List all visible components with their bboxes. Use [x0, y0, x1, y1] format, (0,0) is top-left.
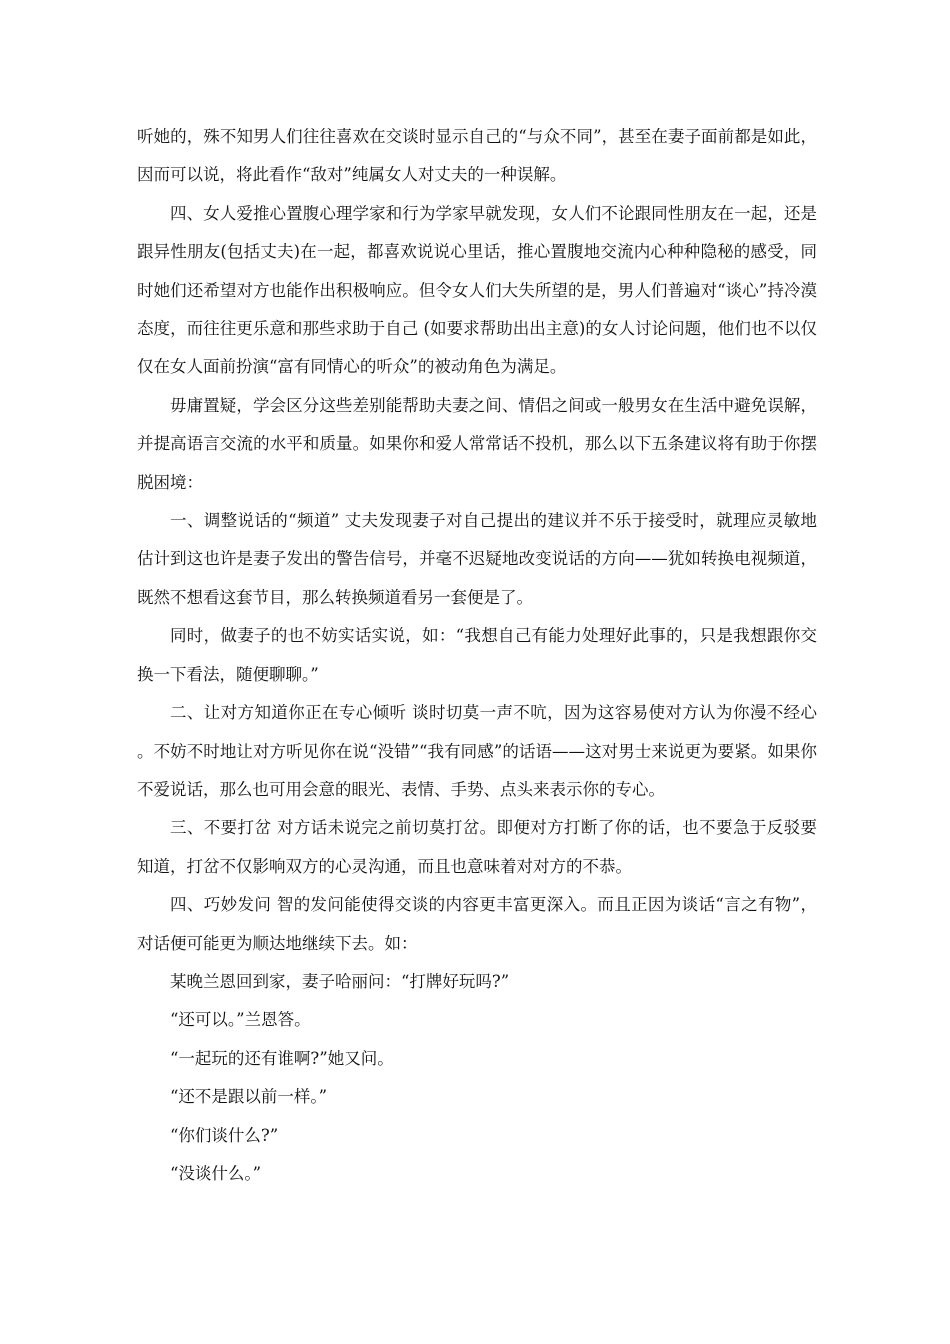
paragraph-continuation: 听她的，殊不知男人们往往喜欢在交谈时显示自己的“与众不同”，甚至在妻子面前都是如此，因而可以说，将此看作“敌对”纯属女人对丈夫的一种误解。	[137, 127, 817, 185]
paragraph-advice-ask: 四、巧妙发问 智的发问能使得交谈的内容更丰富更深入。而且正因为谈话“言之有物”，对话便可能更为顺达地继续下去。如：	[137, 895, 817, 953]
paragraph-advice-no-interrupt: 三、不要打岔 对方话未说完之前切莫打岔。即便对方打断了你的话，也不要急于反驳要知道，打岔不仅影响双方的心灵沟通，而且也意味着对对方的不恭。	[137, 818, 817, 876]
paragraph-women-confide: 四、女人爱推心置腹心理学家和行为学家早就发现，女人们不论跟同性朋友在一起，还是跟异性朋友(包括丈夫)在一起，都喜欢说说心里话，推心置腹地交流内心种种隐秘的感受，同时她们还希望对方也能作出积极响应。但令女人们大失所望的是，男人们普遍对“谈心”持冷漠态度，而往往更乐意和那些求助于自己 (如要求帮助出出主意)的女人讨论问题，他们也不以仅仅在女人面前扮演“富有同情心的听众”的被动角色为满足。	[137, 203, 817, 377]
dialogue-line: 某晚兰恩回到家，妻子哈丽问：“打牌好玩吗?”	[170, 971, 510, 991]
paragraph-wife-honest: 同时，做妻子的也不妨实话实说，如：“我想自己有能力处理好此事的，只是我想跟你交换一下看法，随便聊聊。”	[137, 626, 817, 684]
dialogue-line: “还可以。”兰恩答。	[170, 1010, 311, 1030]
dialogue-line: “没谈什么。”	[170, 1163, 262, 1183]
paragraph-advice-channel: 一、调整说话的“频道” 丈夫发现妻子对自己提出的建议并不乐于接受时，就理应灵敏地估计到这也许是妻子发出的警告信号，并毫不迟疑地改变说话的方向——犹如转换电视频道，既然不想看这套节目，那么转换频道看另一套便是了。	[137, 511, 817, 607]
dialogue-line: “还不是跟以前一样。”	[170, 1087, 328, 1107]
dialogue-line: “一起玩的还有谁啊?”她又问。	[170, 1048, 394, 1068]
paragraph-advice-listen: 二、让对方知道你正在专心倾听 谈时切莫一声不吭，因为这容易使对方认为你漫不经心。不妨不时地让对方听见你在说“没错”“我有同感”的话语——这对男士来说更为要紧。如果你不爱说话，那么也可用会意的眼光、表情、手势、点头来表示你的专心。	[137, 703, 817, 799]
dialogue-line: “你们谈什么?”	[170, 1125, 279, 1145]
paragraph-advice-intro: 毋庸置疑，学会区分这些差别能帮助夫妻之间、情侣之间或一般男女在生活中避免误解，并提高语言交流的水平和质量。如果你和爱人常常话不投机，那么以下五条建议将有助于你摆脱困境：	[137, 395, 817, 492]
document-body	[137, 118, 817, 1193]
